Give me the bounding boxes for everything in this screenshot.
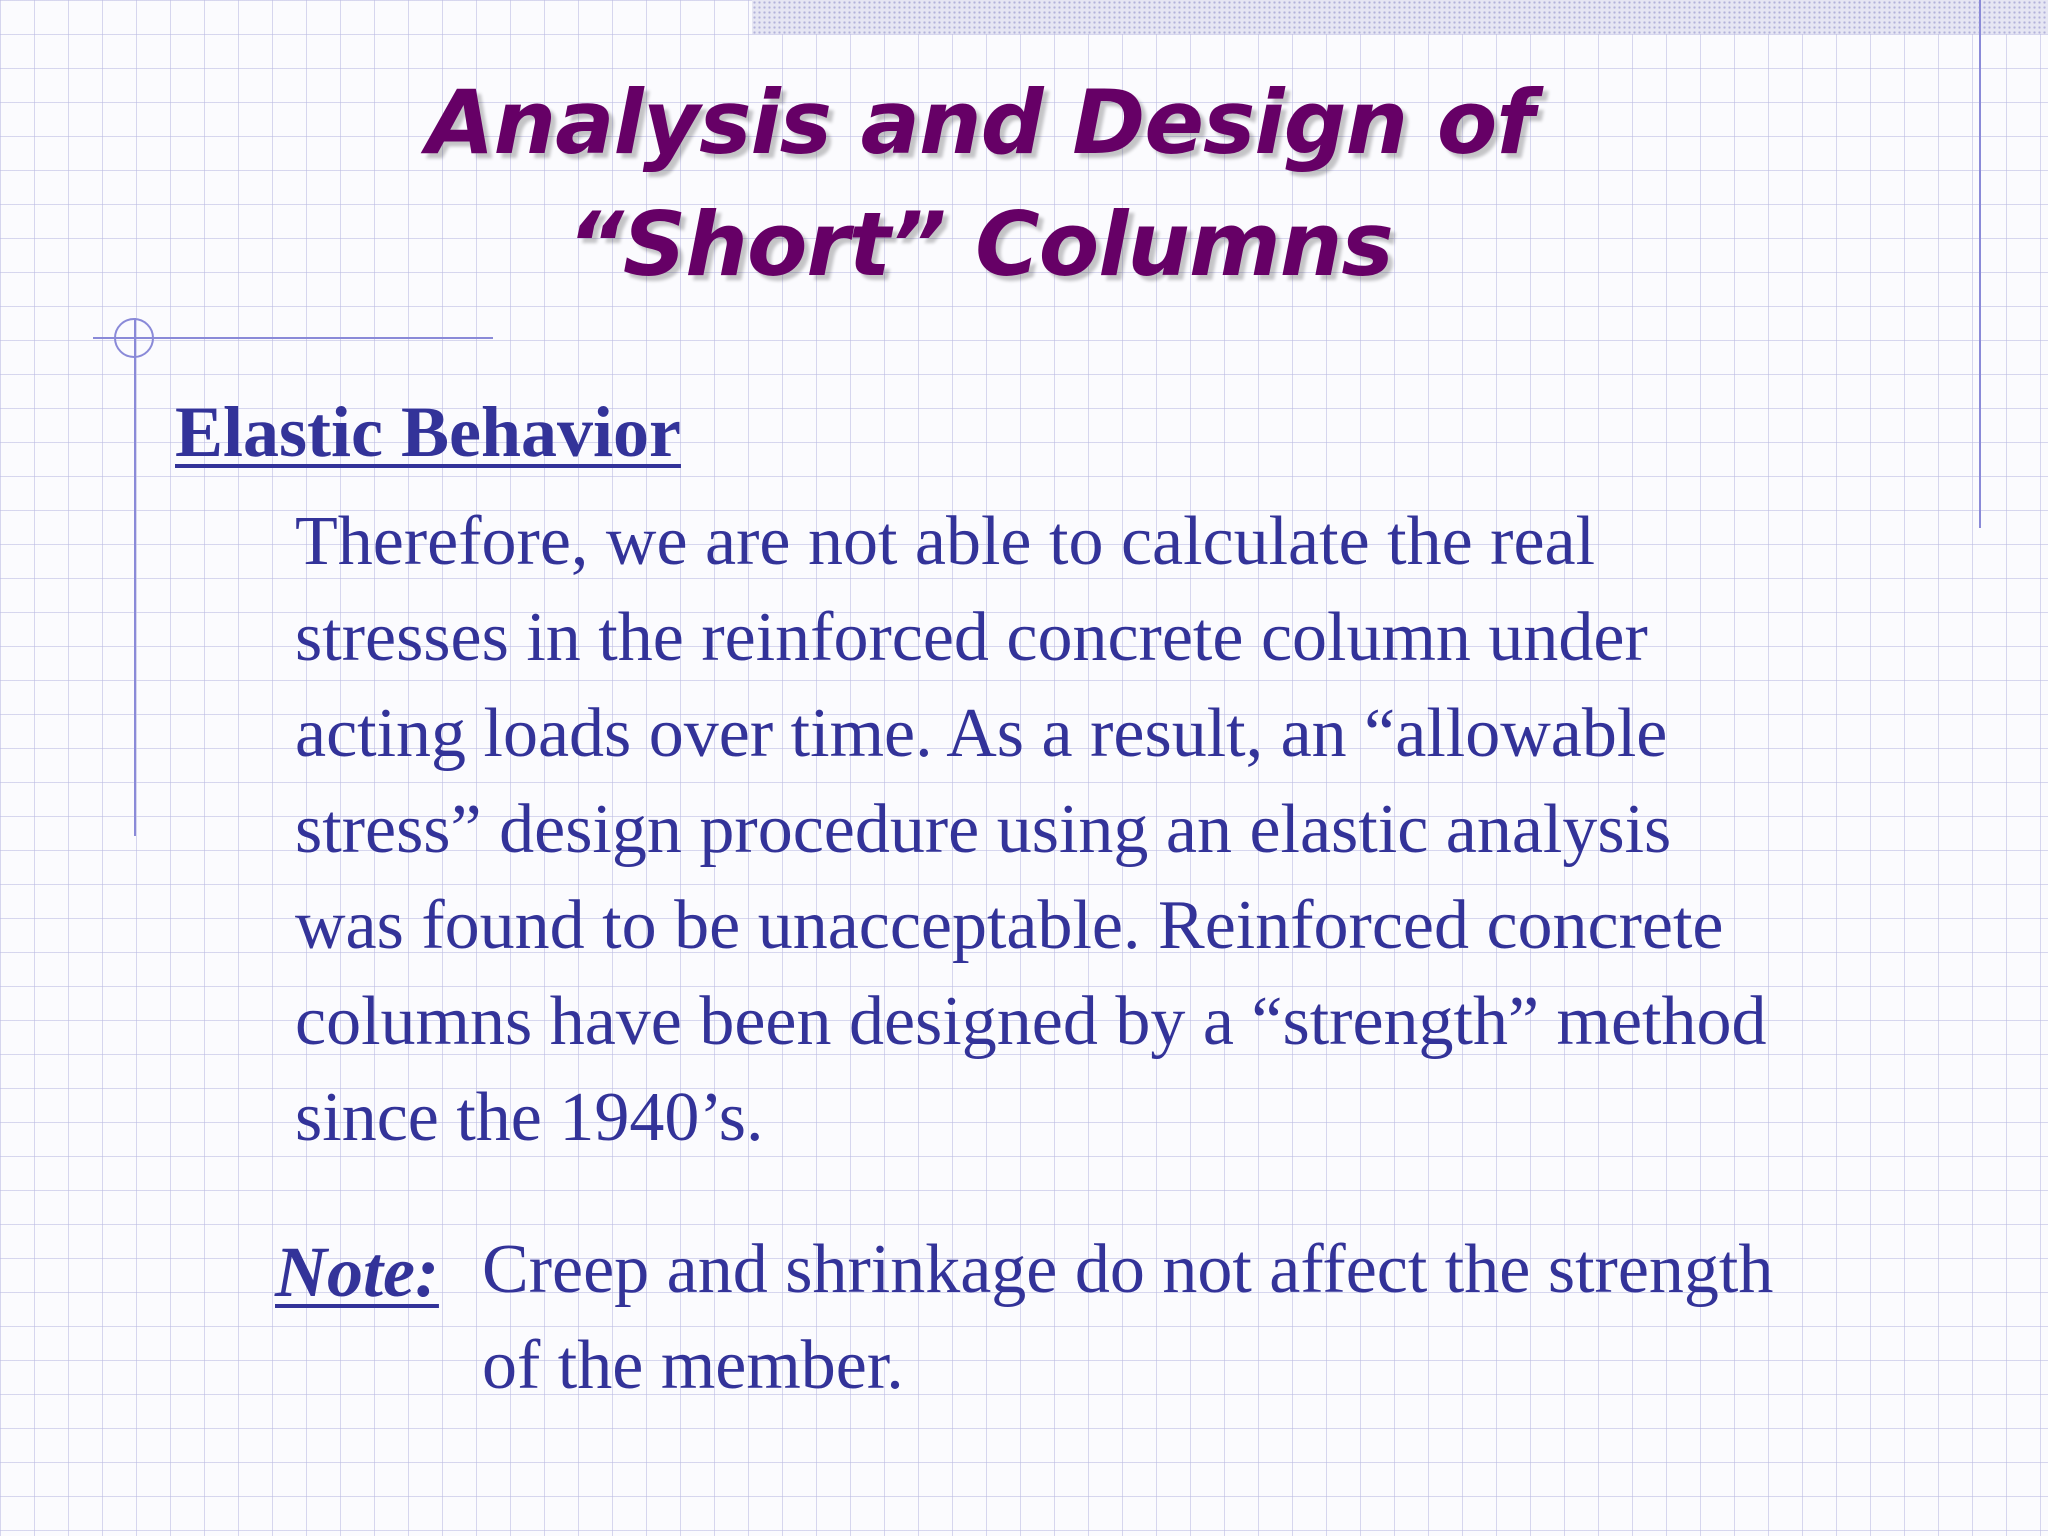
section-heading: Elastic Behavior xyxy=(175,392,681,472)
body-line: stresses in the reinforced concrete column under xyxy=(295,599,1648,676)
body-line: Therefore, we are not able to calculate the real xyxy=(295,503,1596,580)
note-label: Note: xyxy=(275,1232,439,1312)
body-line: acting loads over time. As a result, an “allowable xyxy=(295,695,1668,772)
slide-title-line-1: Analysis and Design of xyxy=(426,71,1534,174)
body-line: columns have been designed by a “strength” method xyxy=(295,983,1767,1060)
body-line: stress” design procedure using an elastic analysis xyxy=(295,791,1672,868)
top-dotted-band xyxy=(752,0,2048,34)
right-accent-line xyxy=(1979,0,1981,528)
body-line: since the 1940’s. xyxy=(295,1079,764,1156)
note-paragraph xyxy=(482,1222,2022,1414)
slide-title-line-2: “Short” Columns xyxy=(567,193,1393,296)
crosshair-circle-icon xyxy=(114,318,154,358)
slide-title xyxy=(250,62,1710,306)
body-line: was found to be unacceptable. Reinforced concrete xyxy=(295,887,1724,964)
note-line: of the member. xyxy=(482,1327,904,1404)
note-line: Creep and shrinkage do not affect the strength xyxy=(482,1231,1774,1308)
body-paragraph xyxy=(295,494,2015,1166)
left-accent-vertical-line xyxy=(134,318,136,836)
